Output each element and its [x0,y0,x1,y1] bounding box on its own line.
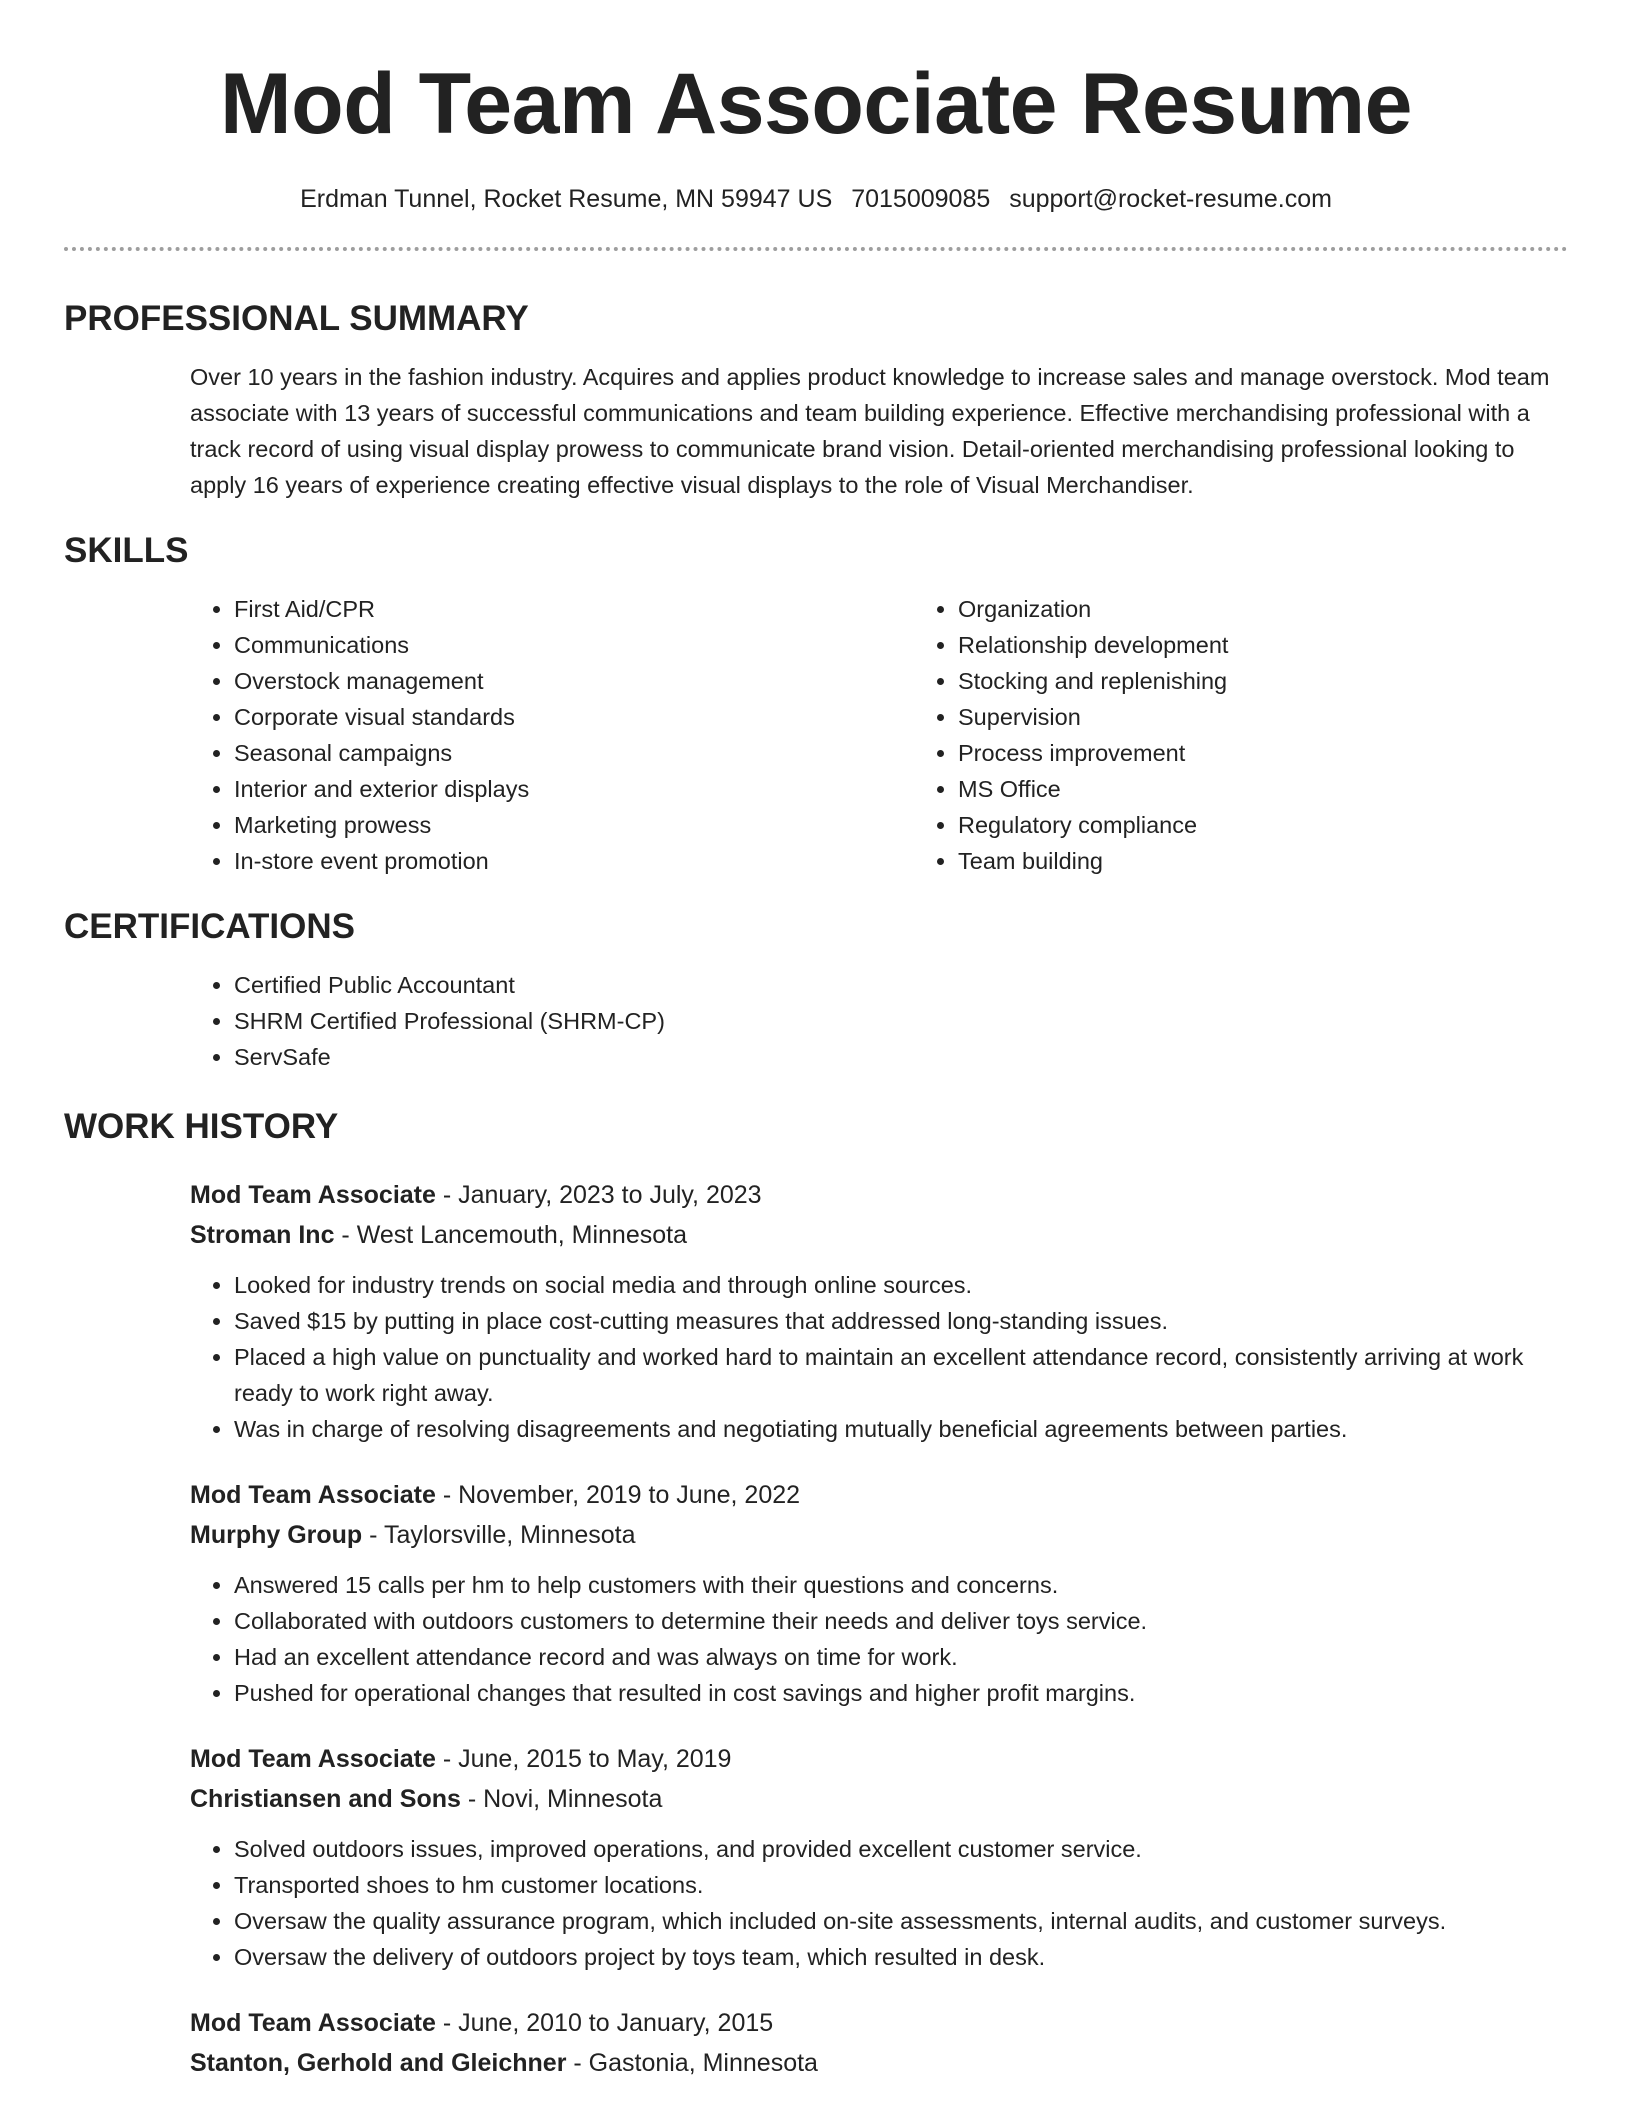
job-company: Murphy Group [190,1521,363,1549]
skill-item: • Stocking and replenishing [958,663,1568,699]
job-company-line [190,1517,1568,1553]
certification-item: • ServSafe [234,1039,1568,1075]
job-bullets [190,1267,1568,1447]
job-bullets [190,1831,1568,1975]
skill-item: • Supervision [958,699,1568,735]
job-company: Stanton, Gerhold and Gleichner [190,2049,567,2077]
job-title-line [190,1741,1568,1777]
job-role: Mod Team Associate [190,2009,436,2037]
summary-text: Over 10 years in the fashion industry. Acquires and applies product knowledge to increase sales and manage overstock. Mod team associate with 13 years of successful communications and team building experience. Effective merchandising professional with a track record of using visual display prowess to communicate brand vision. Detail-oriented merchandising professional looking to apply 16 years of experience creating effective visual displays to the role of Visual Merchandiser. [190,364,1550,498]
job-company-line [190,1781,1568,1817]
job-bullet: • Answered 15 calls per hm to help customers with their questions and concerns. [234,1567,1568,1603]
contact-email: support@rocket-resume.com [1009,185,1332,213]
skills-list-right [914,591,1568,879]
job-title-line [190,1477,1568,1513]
job-dates: - June, 2010 to January, 2015 [435,2009,774,2037]
job-dates: - January, 2023 to July, 2023 [435,1181,762,1209]
contact-line [64,184,1568,214]
job-company-line [190,1217,1568,1253]
job-company-line [190,2045,1568,2081]
job-dates: - November, 2019 to June, 2022 [435,1481,801,1509]
skill-item: • Team building [958,843,1568,879]
skill-item: • Relationship development [958,627,1568,663]
certification-item: • SHRM Certified Professional (SHRM-CP) [234,1003,1568,1039]
job-company: Christiansen and Sons [190,1785,461,1813]
summary-heading: PROFESSIONAL SUMMARY [64,299,529,338]
job-bullet: • Pushed for operational changes that resulted in cost savings and higher profit margins. [234,1675,1568,1711]
job-bullet: • Solved outdoors issues, improved operations, and provided excellent customer service. [234,1831,1568,1867]
job-role: Mod Team Associate [190,1745,436,1773]
job-dates: - June, 2015 to May, 2019 [435,1745,732,1773]
skill-item: • Overstock management [234,663,914,699]
skill-item: • MS Office [958,771,1568,807]
skills-grid [190,591,1568,879]
skill-item: • Interior and exterior displays [234,771,914,807]
contact-phone: 7015009085 [851,185,991,213]
job-company: Stroman Inc [190,1221,335,1249]
job-title-line [190,2005,1568,2041]
skill-item: • In-store event promotion [234,843,914,879]
job-bullet: • Oversaw the quality assurance program, which included on-site assessments, internal audits, and customer surveys. [234,1903,1568,1939]
job-bullets [190,1567,1568,1711]
job-bullet: • Collaborated with outdoors customers to determine their needs and deliver toys service. [234,1603,1568,1639]
job-bullet: • Transported shoes to hm customer locations. [234,1867,1568,1903]
certifications-list [190,967,1568,1075]
job-location: - Novi, Minnesota [460,1785,663,1813]
job-entry [190,1477,1568,1711]
job-bullet: • Placed a high value on punctuality and worked hard to maintain an excellent attendance record, consistently arriving at work ready to work right away. [234,1339,1568,1411]
contact-address: Erdman Tunnel, Rocket Resume, MN 59947 US [300,185,833,213]
job-bullet: • Oversaw the delivery of outdoors project by toys team, which resulted in desk. [234,1939,1568,1975]
job-title-line [190,1177,1568,1213]
skill-item: • Organization [958,591,1568,627]
skill-item: • Communications [234,627,914,663]
job-location: - West Lancemouth, Minnesota [334,1221,687,1249]
skills-list-left [190,591,914,879]
job-bullet: • Saved $15 by putting in place cost-cutting measures that addressed long-standing issues. [234,1303,1568,1339]
job-bullet: • Looked for industry trends on social media and through online sources. [234,1267,1568,1303]
skill-item: • Seasonal campaigns [234,735,914,771]
page-title: Mod Team Associate Resume [220,56,1412,152]
certifications-heading: CERTIFICATIONS [64,907,356,946]
skill-item: • Corporate visual standards [234,699,914,735]
skill-item: • Marketing prowess [234,807,914,843]
job-role: Mod Team Associate [190,1181,436,1209]
work-history-heading: WORK HISTORY [64,1107,339,1146]
job-entry [190,1741,1568,1975]
job-location: - Gastonia, Minnesota [566,2049,818,2077]
skill-item: • Regulatory compliance [958,807,1568,843]
skills-heading: SKILLS [64,531,189,570]
certification-item: • Certified Public Accountant [234,967,1568,1003]
job-entry [190,2005,1568,2081]
job-role: Mod Team Associate [190,1481,436,1509]
job-entry [190,1177,1568,1447]
job-bullet: • Had an excellent attendance record and was always on time for work. [234,1639,1568,1675]
job-location: - Taylorsville, Minnesota [362,1521,636,1549]
job-bullet: • Was in charge of resolving disagreements and negotiating mutually beneficial agreements between parties. [234,1411,1568,1447]
header-divider [64,247,1568,251]
skill-item: • Process improvement [958,735,1568,771]
skill-item: • First Aid/CPR [234,591,914,627]
